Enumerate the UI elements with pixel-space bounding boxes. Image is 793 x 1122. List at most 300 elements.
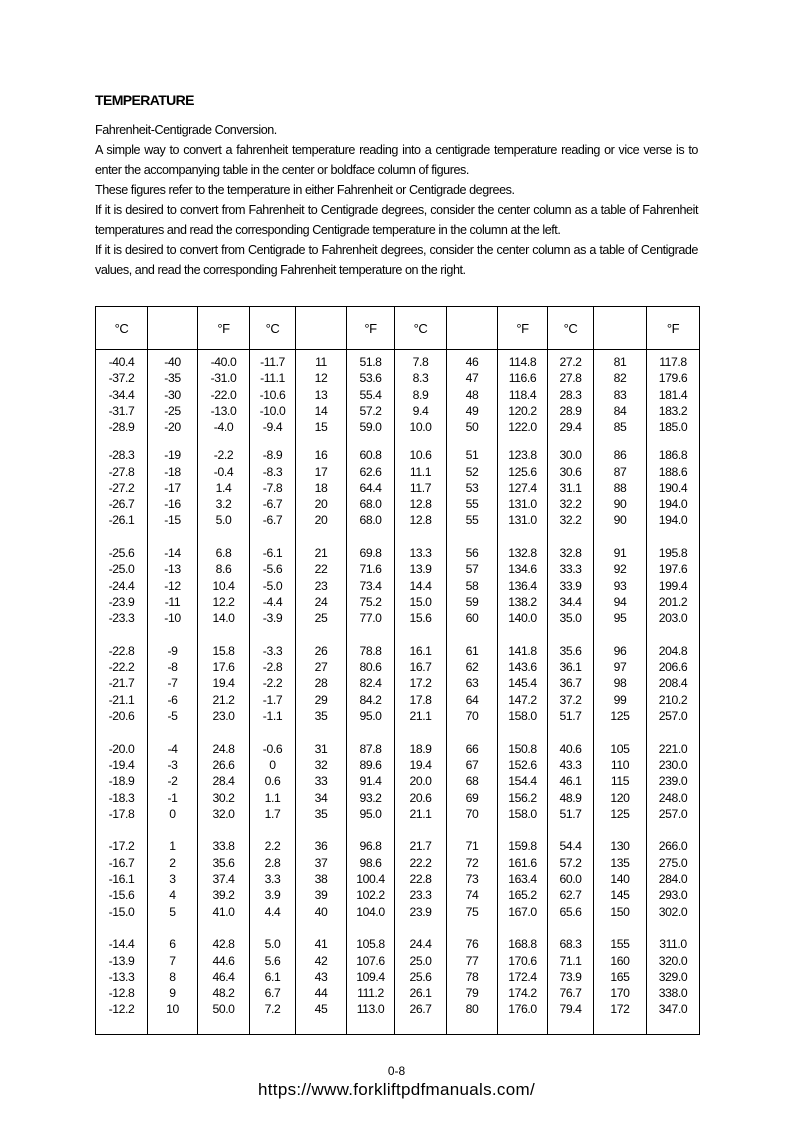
table-cell bbox=[647, 838, 700, 936]
cell-value: 145 bbox=[610, 888, 630, 903]
cell-value: 51.8 bbox=[359, 355, 382, 369]
table-cell bbox=[647, 936, 700, 1034]
cell-value: 32.2 bbox=[559, 497, 582, 512]
cell-value: 221.0 bbox=[658, 741, 688, 756]
table-cell bbox=[548, 741, 594, 839]
table-cell bbox=[498, 350, 548, 448]
cell-value: 320.0 bbox=[658, 953, 688, 968]
cell-value: 48.9 bbox=[559, 790, 582, 805]
cell-value: -20.6 bbox=[108, 709, 135, 724]
cell-value: 302.0 bbox=[658, 904, 688, 919]
cell-value: 158.0 bbox=[508, 709, 537, 724]
table-cell bbox=[250, 350, 296, 448]
cell-value: 30.0 bbox=[559, 448, 582, 463]
cell-value: 160 bbox=[610, 953, 630, 968]
cell-value: 32.2 bbox=[559, 513, 582, 528]
cell-value: -4.0 bbox=[213, 420, 234, 435]
table-cell bbox=[498, 741, 548, 839]
cell-value: 27.2 bbox=[559, 355, 582, 369]
cell-value: -8 bbox=[167, 660, 178, 675]
cell-value: 68.0 bbox=[359, 497, 382, 512]
cell-value: 115 bbox=[610, 774, 630, 789]
cell-value: -19 bbox=[164, 448, 181, 463]
cell-value: 125 bbox=[610, 806, 630, 821]
cell-value: 30.2 bbox=[212, 790, 235, 805]
cell-value: 41.0 bbox=[212, 904, 235, 919]
cell-value: 136.4 bbox=[508, 578, 537, 593]
cell-value: 42.8 bbox=[212, 937, 235, 952]
table-body bbox=[96, 350, 700, 1035]
cell-value: 17.6 bbox=[212, 660, 235, 675]
cell-value: 33.8 bbox=[212, 839, 235, 854]
cell-value: 71 bbox=[465, 839, 479, 854]
cell-value: 28 bbox=[314, 676, 328, 691]
cell-value: 120.2 bbox=[508, 403, 537, 418]
cell-value: 194.0 bbox=[658, 497, 688, 512]
cell-value: 155 bbox=[610, 937, 630, 952]
cell-value: 24 bbox=[314, 594, 328, 609]
intro-paragraph: Fahrenheit-Centigrade Conversion. bbox=[95, 123, 277, 137]
cell-value: 36.7 bbox=[559, 676, 582, 691]
cell-value: -16 bbox=[164, 497, 181, 512]
table-cell bbox=[250, 643, 296, 741]
table-cell bbox=[548, 545, 594, 643]
table-cell bbox=[548, 936, 594, 1034]
cell-value: 15.0 bbox=[409, 594, 432, 609]
cell-value: 140.0 bbox=[508, 611, 537, 626]
cell-value: -8.3 bbox=[262, 464, 283, 479]
cell-value: -10.0 bbox=[259, 403, 286, 418]
cell-value: 26.7 bbox=[409, 1002, 432, 1017]
table-cell bbox=[395, 936, 447, 1034]
cell-value: 77 bbox=[465, 953, 479, 968]
cell-value: 293.0 bbox=[658, 888, 688, 903]
cell-value: 10.0 bbox=[409, 420, 432, 435]
cell-value: 120 bbox=[610, 790, 630, 805]
cell-value: 22.8 bbox=[409, 872, 432, 887]
cell-value: 95 bbox=[613, 611, 627, 626]
intro-paragraph: These figures refer to the temperature in either Fahrenheit or Centigrade degrees. bbox=[95, 183, 515, 197]
cell-value: 21.7 bbox=[409, 839, 432, 854]
cell-value: 64 bbox=[465, 692, 479, 707]
cell-value: 57 bbox=[465, 562, 479, 577]
intro-paragraph: If it is desired to convert from Centigrade to Fahrenheit degrees, consider the center column as a table of Centigrade values, and read the corresponding Fahrenheit temperature on the right. bbox=[95, 243, 698, 277]
cell-value: 188.6 bbox=[658, 464, 688, 479]
table-cell bbox=[647, 741, 700, 839]
cell-value: 165 bbox=[610, 969, 630, 984]
cell-value: -18.9 bbox=[108, 774, 135, 789]
cell-value: 170.6 bbox=[508, 953, 537, 968]
cell-value: 17.2 bbox=[409, 676, 432, 691]
cell-value: 15.8 bbox=[212, 643, 235, 658]
cell-value: -31.7 bbox=[108, 403, 135, 418]
cell-value: -5.6 bbox=[262, 562, 283, 577]
column-header bbox=[148, 307, 198, 350]
intro-paragraph: If it is desired to convert from Fahrenheit to Centigrade degrees, consider the center column as a table of Fahrenheit temperatures and read the corresponding Centigrade temperature in the column at the left. bbox=[95, 203, 698, 237]
cell-value: -27.2 bbox=[108, 480, 135, 495]
cell-value: -25.0 bbox=[108, 562, 135, 577]
cell-value: 62.7 bbox=[559, 888, 582, 903]
cell-value: 64.4 bbox=[359, 480, 382, 495]
cell-value: 74 bbox=[465, 888, 479, 903]
cell-value: 130 bbox=[610, 839, 630, 854]
table-cell bbox=[594, 643, 647, 741]
cell-value: 46.4 bbox=[212, 969, 235, 984]
cell-value: 22.2 bbox=[409, 855, 432, 870]
table-cell bbox=[594, 936, 647, 1034]
cell-value: 35 bbox=[314, 709, 328, 724]
cell-value: 38 bbox=[314, 872, 328, 887]
cell-value: 82.4 bbox=[359, 676, 382, 691]
cell-value: 8.3 bbox=[412, 371, 429, 386]
cell-value: -1.7 bbox=[262, 692, 283, 707]
column-header: °C bbox=[548, 307, 594, 350]
table-row-group bbox=[96, 936, 700, 1034]
cell-value: 156.2 bbox=[508, 790, 537, 805]
cell-value: 123.8 bbox=[508, 448, 537, 463]
table-cell bbox=[395, 447, 447, 545]
cell-value: 132.8 bbox=[508, 546, 537, 561]
table-cell bbox=[347, 447, 395, 545]
cell-value: 68.3 bbox=[559, 937, 582, 952]
cell-value: 99 bbox=[613, 692, 627, 707]
cell-value: -1 bbox=[167, 790, 178, 805]
cell-value: -6.1 bbox=[262, 546, 283, 561]
cell-value: 210.2 bbox=[658, 692, 688, 707]
cell-value: -31.0 bbox=[210, 371, 237, 386]
cell-value: 25 bbox=[314, 611, 328, 626]
cell-value: 68.0 bbox=[359, 513, 382, 528]
cell-value: 347.0 bbox=[658, 1002, 688, 1017]
cell-value: 71.6 bbox=[359, 562, 382, 577]
table-cell bbox=[395, 741, 447, 839]
cell-value: 9.4 bbox=[412, 403, 429, 418]
cell-value: 73.9 bbox=[559, 969, 582, 984]
cell-value: 21.1 bbox=[409, 806, 432, 821]
cell-value: 51 bbox=[465, 448, 479, 463]
cell-value: 18.9 bbox=[409, 741, 432, 756]
cell-value: 28.3 bbox=[559, 387, 582, 402]
cell-value: 8.9 bbox=[412, 387, 429, 402]
cell-value: -22.2 bbox=[108, 660, 135, 675]
cell-value: 248.0 bbox=[658, 790, 688, 805]
cell-value: 138.2 bbox=[508, 594, 537, 609]
cell-value: 6 bbox=[169, 937, 176, 952]
cell-value: 91 bbox=[613, 546, 627, 561]
table-cell bbox=[347, 350, 395, 448]
cell-value: 16.1 bbox=[409, 643, 432, 658]
cell-value: 98.6 bbox=[359, 855, 382, 870]
cell-value: 87 bbox=[613, 464, 627, 479]
cell-value: 125 bbox=[610, 709, 630, 724]
table-cell bbox=[250, 447, 296, 545]
cell-value: 26 bbox=[314, 643, 328, 658]
cell-value: 60 bbox=[465, 611, 479, 626]
cell-value: 7 bbox=[169, 953, 176, 968]
cell-value: 185.0 bbox=[658, 420, 688, 435]
cell-value: 71.1 bbox=[559, 953, 582, 968]
cell-value: -18.3 bbox=[108, 790, 135, 805]
table-cell bbox=[198, 838, 250, 936]
cell-value: 181.4 bbox=[658, 387, 688, 402]
cell-value: 338.0 bbox=[658, 986, 688, 1001]
cell-value: 21.1 bbox=[409, 709, 432, 724]
cell-value: 33 bbox=[314, 774, 328, 789]
table-cell bbox=[447, 643, 498, 741]
table-cell bbox=[296, 447, 347, 545]
cell-value: -28.9 bbox=[108, 420, 135, 435]
cell-value: 35.0 bbox=[559, 611, 582, 626]
table-cell bbox=[296, 350, 347, 448]
cell-value: 87.8 bbox=[359, 741, 382, 756]
cell-value: 78 bbox=[465, 969, 479, 984]
cell-value: 16 bbox=[314, 448, 328, 463]
table-cell bbox=[250, 936, 296, 1034]
cell-value: 80 bbox=[465, 1002, 479, 1017]
cell-value: 70 bbox=[465, 806, 479, 821]
cell-value: 109.4 bbox=[356, 969, 385, 984]
cell-value: 27.8 bbox=[559, 371, 582, 386]
cell-value: 22 bbox=[314, 562, 328, 577]
cell-value: 161.6 bbox=[508, 855, 537, 870]
cell-value: -16.1 bbox=[108, 872, 135, 887]
table-cell bbox=[548, 838, 594, 936]
cell-value: 37.4 bbox=[212, 872, 235, 887]
cell-value: 201.2 bbox=[658, 594, 688, 609]
cell-value: 40.6 bbox=[559, 741, 582, 756]
cell-value: 91.4 bbox=[359, 774, 382, 789]
table-cell bbox=[594, 741, 647, 839]
cell-value: 44 bbox=[314, 986, 328, 1001]
cell-value: 1.7 bbox=[264, 806, 281, 821]
cell-value: 14 bbox=[314, 403, 328, 418]
cell-value: -2.2 bbox=[213, 448, 234, 463]
cell-value: 167.0 bbox=[508, 904, 537, 919]
table-cell bbox=[395, 643, 447, 741]
table-row-group bbox=[96, 350, 700, 448]
cell-value: 65.6 bbox=[559, 904, 582, 919]
cell-value: 53 bbox=[465, 480, 479, 495]
table-cell bbox=[447, 447, 498, 545]
cell-value: 17.8 bbox=[409, 692, 432, 707]
cell-value: 48.2 bbox=[212, 986, 235, 1001]
cell-value: 15 bbox=[314, 420, 328, 435]
cell-value: 34.4 bbox=[559, 594, 582, 609]
cell-value: 19.4 bbox=[409, 757, 432, 772]
table-cell bbox=[198, 643, 250, 741]
cell-value: 8 bbox=[169, 969, 176, 984]
cell-value: 208.4 bbox=[658, 676, 688, 691]
table-row-group bbox=[96, 643, 700, 741]
cell-value: -37.2 bbox=[108, 371, 135, 386]
table-cell bbox=[148, 936, 198, 1034]
cell-value: 122.0 bbox=[508, 420, 537, 435]
cell-value: 79.4 bbox=[559, 1002, 582, 1017]
cell-value: 82 bbox=[613, 371, 627, 386]
cell-value: 176.0 bbox=[508, 1002, 537, 1017]
table-cell bbox=[296, 741, 347, 839]
table-cell bbox=[594, 447, 647, 545]
cell-value: -19.4 bbox=[108, 757, 135, 772]
cell-value: 183.2 bbox=[658, 403, 688, 418]
table-cell bbox=[198, 741, 250, 839]
cell-value: 134.6 bbox=[508, 562, 537, 577]
cell-value: 53.6 bbox=[359, 371, 382, 386]
cell-value: 206.6 bbox=[658, 660, 688, 675]
cell-value: -23.9 bbox=[108, 594, 135, 609]
cell-value: 107.6 bbox=[356, 953, 385, 968]
cell-value: 23 bbox=[314, 578, 328, 593]
table-cell bbox=[296, 936, 347, 1034]
table-cell bbox=[347, 741, 395, 839]
table-cell bbox=[347, 643, 395, 741]
cell-value: 33.3 bbox=[559, 562, 582, 577]
table-cell bbox=[148, 447, 198, 545]
table-cell bbox=[347, 545, 395, 643]
cell-value: -40.0 bbox=[210, 355, 237, 369]
cell-value: 172 bbox=[610, 1002, 630, 1017]
table-cell bbox=[148, 350, 198, 448]
cell-value: 329.0 bbox=[658, 969, 688, 984]
cell-value: -15.0 bbox=[108, 904, 135, 919]
cell-value: 12.2 bbox=[212, 594, 235, 609]
cell-value: -17.2 bbox=[108, 839, 135, 854]
cell-value: 55 bbox=[465, 497, 479, 512]
cell-value: 9 bbox=[169, 986, 176, 1001]
cell-value: -3.9 bbox=[262, 611, 283, 626]
cell-value: 154.4 bbox=[508, 774, 537, 789]
page-title: TEMPERATURE bbox=[95, 92, 194, 108]
cell-value: 152.6 bbox=[508, 757, 537, 772]
cell-value: 239.0 bbox=[658, 774, 688, 789]
cell-value: 58 bbox=[465, 578, 479, 593]
cell-value: -3 bbox=[167, 757, 178, 772]
cell-value: -17.8 bbox=[108, 806, 135, 821]
table-cell bbox=[447, 936, 498, 1034]
cell-value: 90 bbox=[613, 497, 627, 512]
cell-value: 100.4 bbox=[356, 872, 385, 887]
cell-value: 102.2 bbox=[356, 888, 385, 903]
cell-value: -20.0 bbox=[108, 741, 135, 756]
table-cell bbox=[498, 936, 548, 1034]
cell-value: 84 bbox=[613, 403, 627, 418]
cell-value: 30.6 bbox=[559, 464, 582, 479]
cell-value: -18 bbox=[164, 464, 181, 479]
cell-value: 8.6 bbox=[215, 562, 232, 577]
cell-value: 49 bbox=[465, 403, 479, 418]
cell-value: 86 bbox=[613, 448, 627, 463]
cell-value: 46.1 bbox=[559, 774, 582, 789]
cell-value: 81 bbox=[613, 355, 627, 369]
column-header: °F bbox=[498, 307, 548, 350]
cell-value: 62.6 bbox=[359, 464, 382, 479]
cell-value: -13.3 bbox=[108, 969, 135, 984]
cell-value: -15 bbox=[164, 513, 181, 528]
cell-value: 131.0 bbox=[508, 513, 537, 528]
cell-value: 165.2 bbox=[508, 888, 537, 903]
cell-value: 37.2 bbox=[559, 692, 582, 707]
cell-value: 28.9 bbox=[559, 403, 582, 418]
cell-value: 48 bbox=[465, 387, 479, 402]
cell-value: 174.2 bbox=[508, 986, 537, 1001]
cell-value: -2.2 bbox=[262, 676, 283, 691]
cell-value: 14.4 bbox=[409, 578, 432, 593]
cell-value: 28.4 bbox=[212, 774, 235, 789]
cell-value: 60.0 bbox=[559, 872, 582, 887]
table-cell bbox=[198, 545, 250, 643]
cell-value: 95.0 bbox=[359, 709, 382, 724]
table-cell bbox=[96, 838, 148, 936]
cell-value: 11 bbox=[315, 355, 327, 369]
cell-value: 43 bbox=[314, 969, 328, 984]
table-cell bbox=[498, 838, 548, 936]
cell-value: -30 bbox=[164, 387, 181, 402]
cell-value: -17 bbox=[164, 480, 181, 495]
cell-value: 56 bbox=[465, 546, 479, 561]
cell-value: 135 bbox=[610, 855, 630, 870]
cell-value: 111.2 bbox=[357, 986, 384, 1001]
table-cell bbox=[198, 447, 250, 545]
cell-value: 197.6 bbox=[658, 562, 688, 577]
cell-value: 54.4 bbox=[559, 839, 582, 854]
cell-value: -12.8 bbox=[108, 986, 135, 1001]
cell-value: 20.6 bbox=[409, 790, 432, 805]
cell-value: 79 bbox=[465, 986, 479, 1001]
table-cell bbox=[96, 447, 148, 545]
cell-value: 98 bbox=[613, 676, 627, 691]
table-cell bbox=[96, 643, 148, 741]
table-cell bbox=[395, 545, 447, 643]
cell-value: 257.0 bbox=[658, 806, 688, 821]
cell-value: 26.6 bbox=[212, 757, 235, 772]
cell-value: 6.1 bbox=[264, 969, 281, 984]
cell-value: 118.4 bbox=[508, 387, 537, 402]
cell-value: -21.7 bbox=[108, 676, 135, 691]
cell-value: 11.7 bbox=[409, 480, 432, 495]
table-cell bbox=[447, 350, 498, 448]
column-header: °F bbox=[647, 307, 700, 350]
cell-value: -28.3 bbox=[108, 448, 135, 463]
cell-value: 1.4 bbox=[215, 480, 232, 495]
cell-value: 127.4 bbox=[508, 480, 537, 495]
table-cell bbox=[296, 838, 347, 936]
cell-value: 266.0 bbox=[658, 839, 688, 854]
table-cell bbox=[498, 643, 548, 741]
cell-value: -40.4 bbox=[108, 355, 135, 369]
cell-value: 5.6 bbox=[264, 953, 281, 968]
cell-value: 11.1 bbox=[409, 464, 432, 479]
table-row-group bbox=[96, 838, 700, 936]
cell-value: 172.4 bbox=[508, 969, 537, 984]
cell-value: 77.0 bbox=[359, 611, 382, 626]
cell-value: 14.0 bbox=[212, 611, 235, 626]
cell-value: -26.7 bbox=[108, 497, 135, 512]
cell-value: 6.7 bbox=[264, 986, 281, 1001]
cell-value: 50 bbox=[465, 420, 479, 435]
table-header-row bbox=[96, 307, 700, 350]
cell-value: 83 bbox=[613, 387, 627, 402]
cell-value: 3.9 bbox=[264, 888, 281, 903]
table-row-group bbox=[96, 545, 700, 643]
cell-value: -16.7 bbox=[108, 855, 135, 870]
cell-value: 275.0 bbox=[658, 855, 688, 870]
cell-value: 194.0 bbox=[658, 513, 688, 528]
cell-value: 63 bbox=[465, 676, 479, 691]
cell-value: 23.3 bbox=[409, 888, 432, 903]
cell-value: -2.8 bbox=[262, 660, 283, 675]
table-cell bbox=[647, 545, 700, 643]
cell-value: 35.6 bbox=[212, 855, 235, 870]
